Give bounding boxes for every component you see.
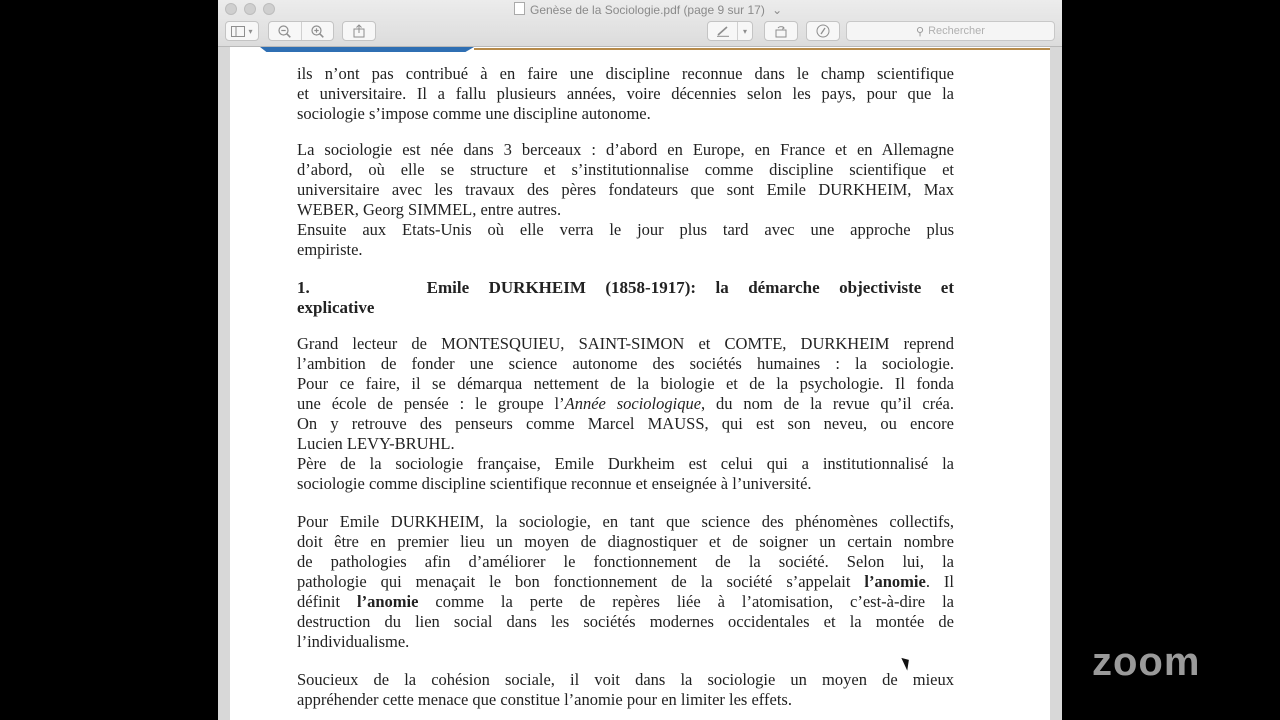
- text-line: Lucien LEVY-BRUHL.: [297, 434, 455, 453]
- text-line: [297, 394, 954, 414]
- pen-options-button[interactable]: [738, 22, 752, 40]
- text-line: Grand lecteur de MONTESQUIEU, SAINT-SIMON et COMTE, DURKHEIM reprend: [297, 334, 954, 353]
- text-line: [297, 572, 954, 592]
- pdf-document-icon: [514, 2, 525, 15]
- zoom-out-button[interactable]: [269, 22, 301, 40]
- paragraph-anomie: [297, 512, 954, 652]
- text-run: définit: [297, 592, 358, 611]
- chevron-down-icon: ▾: [248, 26, 253, 36]
- text-line: ils n’ont pas contribué à en faire une discipline reconnue dans le champ scientifique: [297, 64, 954, 83]
- rotate-icon: [774, 25, 788, 38]
- text-line: d’abord, où elle se structure et s’institutionnalise comme discipline scientifique et: [297, 160, 954, 179]
- markup-circle-icon: [816, 24, 830, 38]
- text-line: Pour ce faire, il se démarqua nettement de la biologie et de la psychologie. Il fonda: [297, 374, 954, 393]
- text-line: Père de la sociologie française, Emile Durkheim est celui qui a institutionnalisé la: [297, 454, 954, 473]
- minimize-window-button[interactable]: [244, 3, 256, 15]
- rotate-button[interactable]: [764, 21, 798, 41]
- paragraph-durkheim-intro: [297, 334, 954, 494]
- text-line: universitaire avec les travaux des pères fondateurs que sont Emile DURKHEIM, Max: [297, 180, 954, 199]
- search-field[interactable]: [846, 21, 1055, 41]
- paragraph-intro-end: [297, 64, 954, 124]
- text-line: sociologie s’impose comme une discipline autonome.: [297, 104, 651, 123]
- text-run: . Il: [925, 572, 954, 591]
- sidebar-icon: [231, 26, 245, 37]
- search-icon: ⚲: [916, 25, 925, 38]
- markup-toolbar-button[interactable]: [806, 21, 840, 41]
- text-line: [297, 592, 954, 612]
- pdf-page[interactable]: [230, 47, 1050, 720]
- chevron-down-icon: ⌄: [772, 3, 783, 17]
- heading-line: 1. Emile DURKHEIM (1858-1917): la démarche objectiviste et: [297, 278, 954, 297]
- text-line: appréhender cette menace que constitue l’anomie pour en limiter les effets.: [297, 690, 792, 709]
- pen-tool-button[interactable]: [708, 22, 737, 40]
- text-line: Ensuite aux Etats-Unis où elle verra le jour plus tard avec une approche plus: [297, 220, 954, 239]
- pen-icon: [716, 25, 730, 37]
- page-header-rule: [474, 48, 1050, 50]
- text-line: doit être en premier lieu un moyen de diagnostiquer et de soigner un certain nombre: [297, 532, 954, 551]
- text-line: de pathologies afin d’améliorer le fonctionnement de la société. Selon lui, la: [297, 552, 954, 571]
- close-window-button[interactable]: [225, 3, 237, 15]
- window-title-text: Genèse de la Sociologie.pdf (page 9 sur 17): [530, 3, 765, 17]
- text-line: destruction du lien social dans les sociétés modernes occidentales et la montée de: [297, 612, 954, 631]
- anomie-term: l’anomie: [357, 592, 419, 611]
- zoom-group: [268, 21, 334, 41]
- preview-window: [218, 0, 1062, 720]
- text-line: On y retrouve des penseurs comme Marcel MAUSS, qui est son neveu, ou encore: [297, 414, 954, 433]
- chevron-down-icon: ▾: [742, 26, 747, 36]
- text-run: comme la perte de repères liée à l’atomisation, c’est-à-dire la: [418, 592, 954, 611]
- anomie-term: l’anomie: [864, 572, 926, 591]
- zoom-in-icon: [311, 25, 324, 38]
- text-line: sociologie comme discipline scientifique reconnue et enseignée à l’université.: [297, 474, 812, 493]
- section-heading-durkheim: [297, 278, 954, 318]
- text-line: La sociologie est née dans 3 berceaux : d’abord en Europe, en France et en Allemagne: [297, 140, 954, 159]
- zoom-window-button[interactable]: [263, 3, 275, 15]
- text-line: l’ambition de fonder une science autonome des sociétés humaines : la sociologie.: [297, 354, 954, 373]
- text-line: WEBER, Georg SIMMEL, entre autres.: [297, 200, 562, 219]
- journal-title: Année sociologique: [564, 394, 702, 413]
- heading-line: explicative: [297, 298, 375, 317]
- share-button[interactable]: [342, 21, 376, 41]
- zoom-logo: zoom: [1092, 640, 1201, 684]
- text-run: une école de pensée : le groupe l’: [297, 394, 565, 413]
- title-bar: [218, 0, 1062, 47]
- sidebar-toggle-button[interactable]: [225, 21, 259, 41]
- window-title[interactable]: [514, 2, 804, 18]
- text-run: , du nom de la revue qu’il créa.: [701, 394, 954, 413]
- text-run: pathologie qui menaçait le bon fonctionnement de la société s’appelait: [297, 572, 865, 591]
- page-header-band: [260, 47, 474, 52]
- paragraph-berceaux: [297, 140, 954, 260]
- zoom-in-button[interactable]: [302, 22, 334, 40]
- text-line: l’individualisme.: [297, 632, 410, 651]
- text-line: Pour Emile DURKHEIM, la sociologie, en tant que science des phénomènes collectifs,: [297, 512, 954, 531]
- share-icon: [353, 24, 365, 38]
- text-line: empiriste.: [297, 240, 363, 259]
- text-line: Soucieux de la cohésion sociale, il voit dans la sociologie un moyen de mieux: [297, 670, 954, 689]
- paragraph-cohesion: [297, 670, 954, 710]
- markup-pen-button[interactable]: [707, 21, 753, 41]
- search-placeholder: Rechercher: [928, 25, 985, 37]
- text-line: et universitaire. Il a fallu plusieurs années, voire décennies selon les pays, pour que la: [297, 84, 954, 103]
- zoom-out-icon: [278, 25, 291, 38]
